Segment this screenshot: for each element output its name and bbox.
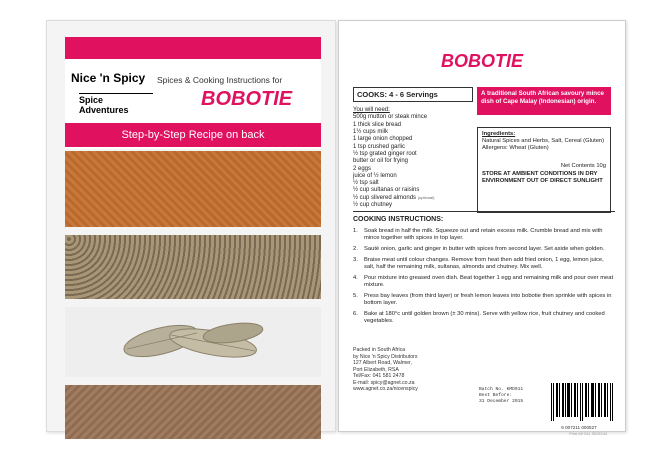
ingredients-box xyxy=(477,127,611,213)
need-item: ½ tsp grated ginger root xyxy=(353,150,417,157)
you-will-need-list xyxy=(353,107,475,209)
brand-logo xyxy=(71,71,153,123)
batch-info xyxy=(479,387,523,405)
step-text: Soak bread in half the milk. Squeeze out and retain excess milk. Crumble bread and mix with mince together with spices in top layer. xyxy=(364,227,603,241)
ingredients-text: Natural Spices and Herbs, Salt, Cereal (Gluten) xyxy=(482,138,605,145)
instruction-step xyxy=(353,275,615,289)
spice-layer-3-bay-leaves xyxy=(65,307,321,377)
you-will-need-heading: You will need: xyxy=(353,107,390,113)
need-item xyxy=(353,195,475,202)
step-number: 1. xyxy=(353,227,358,234)
optional-note: (optional) xyxy=(417,194,435,200)
print-reference: Print Ml 041 5818244 xyxy=(569,431,608,436)
spice-layer-4 xyxy=(65,385,321,439)
allergens-text: Allergens: Wheat (Gluten) xyxy=(482,145,549,152)
need-item: 1 tsp crushed garlic xyxy=(353,143,406,150)
need-item: ½ tsp salt xyxy=(353,180,379,187)
address-line: Tel/Fax: 041 581 2478 xyxy=(353,373,405,379)
recipe-title: BOBOTIE xyxy=(440,51,523,71)
need-item-text: ½ cup slivered almonds xyxy=(353,194,417,201)
best-before-date: 31 December 2015 xyxy=(479,398,524,404)
spice-layer-2 xyxy=(65,235,321,299)
step-number: 6. xyxy=(353,311,358,318)
step-text: Pour mixture into greased oven dish. Beat together 1 egg and remaining milk and pour over meat mixture. xyxy=(364,274,614,288)
step-number: 2. xyxy=(353,245,358,252)
need-item: 1½ cups milk xyxy=(353,128,389,135)
brand-name: Nice 'n Spicy xyxy=(71,71,146,85)
barcode-icon xyxy=(549,381,615,423)
packet-title: BOBOTIE xyxy=(201,88,293,110)
address-line: www.agnet.co.za/nicenspicy xyxy=(353,386,418,392)
address-line: Port Elizabeth, RSA xyxy=(353,366,399,373)
step-number: 4. xyxy=(353,274,358,281)
storage-text: STORE AT AMBIENT CONDITIONS IN DRY ENVIRONMENT OUT OF DIRECT SUNLIGHT xyxy=(482,170,603,185)
spices-instructions-line: Spices & Cooking Instructions for xyxy=(157,75,283,85)
need-item: 1 large onion chopped xyxy=(353,136,413,143)
spice-layer-1 xyxy=(65,151,321,227)
best-before-label: Best Before: xyxy=(479,392,513,398)
description-box: A traditional South African savoury mince dish of Cape Malay (Indonesian) origin. xyxy=(477,87,611,115)
bay-leaf-icon xyxy=(121,315,271,371)
brand-tagline: Spice Adventures xyxy=(79,93,153,115)
address-line: Packed in South Africa xyxy=(353,347,406,353)
net-contents: Net Contents 10g xyxy=(560,162,606,169)
step-by-step-banner: Step-by-Step Recipe on back xyxy=(65,123,321,147)
step-number: 3. xyxy=(353,256,358,263)
need-item: 1 thick slice bread xyxy=(353,121,402,128)
recipe-card-back xyxy=(338,20,626,436)
servings-box: COOKS: 4 - 6 Servings xyxy=(353,87,473,102)
step-number: 5. xyxy=(353,292,358,299)
step-text: Press bay leaves (from third layer) or fresh lemon leaves into bobotie then sprinkle with spices in bottom layer. xyxy=(364,292,612,307)
need-item: 500g mutton or steak mince xyxy=(353,114,428,121)
step-text: Sauté onion, garlic and ginger in butter with spices from second layer. Set aside when golden. xyxy=(364,245,605,252)
instruction-step xyxy=(353,257,615,271)
cooking-instructions xyxy=(353,211,615,329)
address-line: 127 Albert Road, Walmer, xyxy=(353,360,412,366)
ingredients-heading: Ingredients: xyxy=(482,131,516,137)
instruction-step xyxy=(353,228,615,242)
instructions-heading: COOKING INSTRUCTIONS: xyxy=(353,216,444,223)
packet-header xyxy=(65,37,321,149)
instruction-step xyxy=(353,246,615,253)
need-item: ½ cup sultanas or raisins xyxy=(353,187,420,194)
need-item: butter or oil for frying xyxy=(353,158,409,165)
step-text: Bake at 180°c until golden brown (± 30 mins). Serve with yellow rice, fruit chutney and cooked vegetables. xyxy=(364,311,605,325)
need-item: ½ cup chutney xyxy=(353,202,393,209)
step-text: Braise meat until colour changes. Remove from heat then add fried onion, 1 egg, lemon juice, salt, half the remaining milk, sultanas, almonds and chutney. Mix well. xyxy=(364,256,604,270)
distributor-address xyxy=(353,347,463,393)
top-pink-band xyxy=(65,37,321,59)
instruction-step xyxy=(353,311,615,325)
batch-number: Batch No. KMD911 xyxy=(479,387,524,392)
need-item: juice of ½ lemon xyxy=(353,172,397,179)
address-line: E-mail: spicy@agnet.co.za xyxy=(353,379,415,386)
need-item: 2 eggs xyxy=(353,165,372,172)
barcode-number: 6 007211 000527 xyxy=(561,425,597,430)
address-line: by Nice 'n Spicy Distributors xyxy=(353,353,418,360)
spice-packet-front xyxy=(46,20,336,432)
instruction-step xyxy=(353,293,615,307)
